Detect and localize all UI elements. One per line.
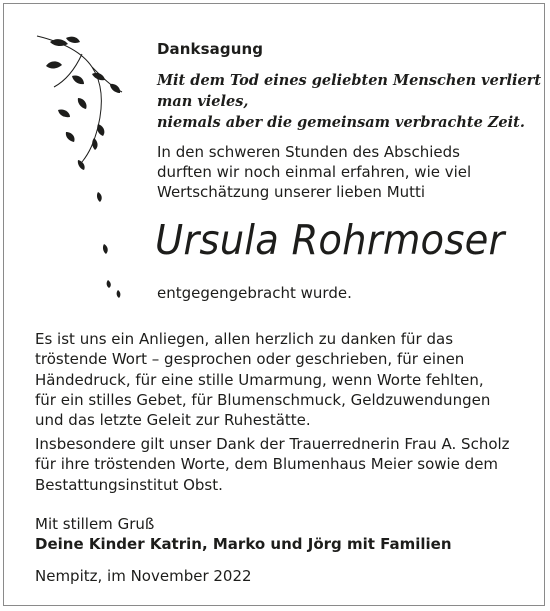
paragraph-line: tröstende Wort – gesprochen oder geschrieben, für einen (35, 350, 465, 369)
paragraph-line: Bestattungsinstitut Obst. (35, 475, 223, 494)
received-text: entgegengebracht wurde. (157, 284, 352, 302)
quote (157, 70, 542, 133)
paragraph-line: für ihre tröstenden Worte, dem Blumenhaus Meier sowie dem (35, 455, 499, 474)
paragraph-line: Händedruck, für eine stille Umarmung, wenn Worte fehlten, (35, 370, 484, 389)
paragraph-line: Es ist uns ein Anliegen, allen herzlich zu danken für das (35, 330, 454, 348)
obituary-card (3, 3, 545, 606)
quote-line: Mit dem Tod eines geliebten Menschen verliert (157, 72, 542, 89)
intro-line: In den schweren Stunden des Abschieds (157, 143, 460, 161)
quote-line: man vieles, (157, 93, 249, 110)
paragraph-line: für ein stilles Gebet, für Blumenschmuck, Geldzuwendungen (35, 390, 491, 409)
paragraph-line: Insbesondere gilt unser Dank der Trauerrednerin Frau A. Scholz (35, 435, 510, 453)
thanks-paragraph (35, 329, 535, 430)
special-thanks-paragraph (35, 434, 535, 495)
heading: Danksagung (157, 40, 264, 58)
intro-line: Wertschätzung unserer lieben Mutti (157, 183, 426, 201)
intro-text (157, 142, 537, 202)
place-date: Nempitz, im November 2022 (35, 567, 252, 585)
paragraph-line: und das letzte Geleit zur Ruhestätte. (35, 411, 311, 430)
leaf-branch-icon (32, 32, 142, 312)
intro-line: durften wir noch einmal erfahren, wie viel (157, 163, 472, 181)
quote-line: niemals aber die gemeinsam verbrachte Zeit. (157, 114, 525, 131)
deceased-name: Ursula Rohrmoser (155, 216, 505, 264)
signers: Deine Kinder Katrin, Marko und Jörg mit Familien (35, 535, 452, 553)
greeting: Mit stillem Gruß (35, 515, 155, 533)
